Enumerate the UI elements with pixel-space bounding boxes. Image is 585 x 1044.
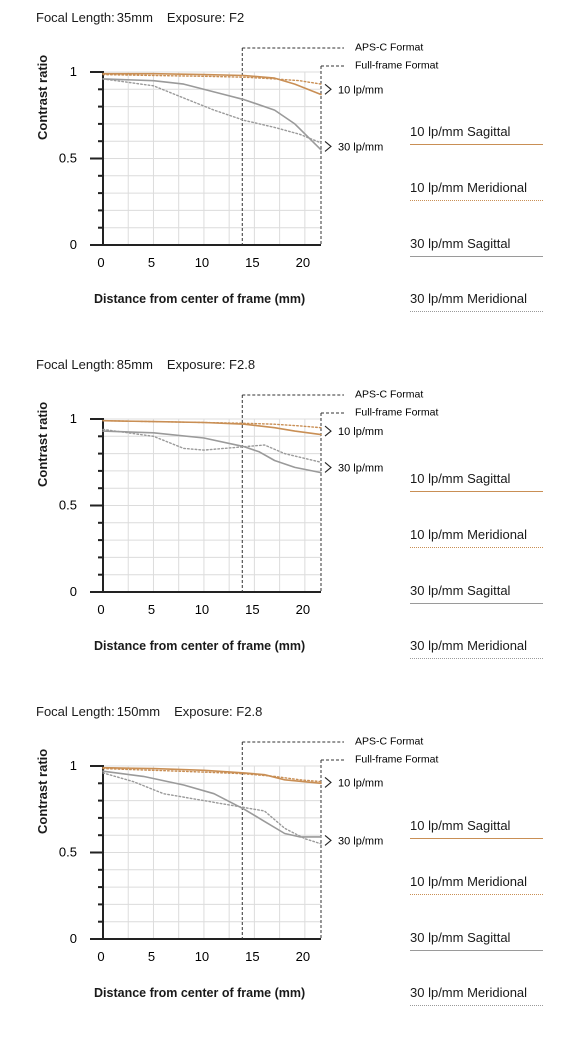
legend-swatch xyxy=(410,838,543,839)
series-line-30-lp-mm-meridional xyxy=(103,429,321,462)
legend-swatch xyxy=(410,603,543,604)
legend-item-10-sagittal xyxy=(410,124,543,145)
x-tick-label: 20 xyxy=(295,255,311,270)
x-tick-label: 0 xyxy=(97,949,105,964)
x-tick-label: 15 xyxy=(245,949,260,964)
focal-length-value: 35mm xyxy=(116,10,153,25)
series-line-30-lp-mm-meridional xyxy=(103,79,321,143)
focal-length-value: 150mm xyxy=(116,704,161,719)
format-marker-label: APS-C Format xyxy=(355,735,424,748)
format-marker-label: APS-C Format xyxy=(355,41,424,54)
x-axis-label: Distance from center of frame (mm) xyxy=(94,292,306,306)
plot-grid xyxy=(103,72,321,245)
legend-swatch xyxy=(410,144,543,145)
format-marker-label: Full-frame Format xyxy=(355,753,439,766)
y-axis-label: Contrast ratio xyxy=(35,401,50,487)
legend-swatch xyxy=(410,950,543,951)
legend-item-10-meridional xyxy=(410,180,543,201)
y-tick-label: 1 xyxy=(69,758,77,773)
x-tick-label: 15 xyxy=(245,602,260,617)
y-tick-label: 0 xyxy=(69,584,77,599)
legend-item-10-sagittal xyxy=(410,471,543,492)
legend-label: 30 lp/mm Sagittal xyxy=(410,236,511,251)
x-tick-label: 10 xyxy=(194,255,210,270)
legend-item-10-meridional xyxy=(410,527,543,548)
annotation-chevron-icon xyxy=(325,426,331,436)
legend-item-30-sagittal xyxy=(410,930,543,951)
legend-swatch xyxy=(410,547,543,548)
legend-item-10-sagittal xyxy=(410,818,543,839)
series-annotation-label: 30 lp/mm xyxy=(338,462,384,475)
legend-swatch xyxy=(410,256,543,257)
legend-label: 30 lp/mm Meridional xyxy=(410,291,528,306)
focal-length-label: Focal Length: xyxy=(36,704,115,719)
annotation-chevron-icon xyxy=(325,141,331,151)
x-axis-label: Distance from center of frame (mm) xyxy=(94,986,306,1000)
focal-length-label: Focal Length: xyxy=(36,10,115,25)
legend-item-30-sagittal xyxy=(410,236,543,257)
legend-swatch xyxy=(410,894,543,895)
x-tick-label: 20 xyxy=(295,949,311,964)
legend-label: 10 lp/mm Meridional xyxy=(410,874,528,889)
x-tick-label: 5 xyxy=(147,602,156,617)
legend-label: 30 lp/mm Meridional xyxy=(410,985,528,1000)
annotation-chevron-icon xyxy=(325,777,331,787)
annotation-chevron-icon xyxy=(325,462,331,472)
format-marker-label: Full-frame Format xyxy=(355,406,439,419)
series-annotation-label: 10 lp/mm xyxy=(338,426,384,439)
legend-item-10-meridional xyxy=(410,874,543,895)
x-tick-label: 20 xyxy=(295,602,311,617)
legend-label: 30 lp/mm Sagittal xyxy=(410,583,511,598)
legend-swatch xyxy=(410,311,543,312)
legend-label: 10 lp/mm Sagittal xyxy=(410,471,511,486)
legend-swatch xyxy=(410,200,543,201)
legend-swatch xyxy=(410,1005,543,1006)
annotation-chevron-icon xyxy=(325,84,331,94)
x-tick-label: 5 xyxy=(147,255,156,270)
series-annotation-label: 10 lp/mm xyxy=(338,777,384,790)
legend-swatch xyxy=(410,658,543,659)
series-annotation-label: 30 lp/mm xyxy=(338,141,384,154)
legend-label: 30 lp/mm Meridional xyxy=(410,638,528,653)
format-marker-label: Full-frame Format xyxy=(355,59,439,72)
x-tick-label: 0 xyxy=(97,602,105,617)
legend-label: 30 lp/mm Sagittal xyxy=(410,930,511,945)
x-tick-label: 0 xyxy=(97,255,105,270)
y-tick-label: 0.5 xyxy=(58,497,77,513)
legend-label: 10 lp/mm Meridional xyxy=(410,527,528,542)
format-marker-label: APS-C Format xyxy=(355,388,424,401)
legend-label: 10 lp/mm Sagittal xyxy=(410,818,511,833)
y-axis-label: Contrast ratio xyxy=(35,54,50,140)
focal-length-value: 85mm xyxy=(116,357,153,372)
exposure-label: Exposure: F2.8 xyxy=(174,704,263,719)
plot-grid xyxy=(103,766,321,939)
x-tick-label: 10 xyxy=(194,602,210,617)
x-tick-label: 5 xyxy=(147,949,156,964)
exposure-label: Exposure: F2.8 xyxy=(166,357,256,372)
series-annotation-label: 10 lp/mm xyxy=(338,84,384,97)
mtf-chart-panel xyxy=(0,704,585,1044)
y-tick-label: 0 xyxy=(69,237,77,252)
focal-length-label: Focal Length: xyxy=(36,357,115,372)
plot-grid xyxy=(103,419,321,592)
y-tick-label: 0.5 xyxy=(58,844,77,860)
x-axis-label: Distance from center of frame (mm) xyxy=(94,639,306,653)
series-line-30-lp-mm-sagittal xyxy=(103,431,321,473)
y-tick-label: 0.5 xyxy=(58,150,77,166)
legend-item-30-meridional xyxy=(410,638,543,659)
annotation-chevron-icon xyxy=(325,835,331,845)
legend-label: 10 lp/mm Sagittal xyxy=(410,124,511,139)
y-tick-label: 1 xyxy=(69,64,77,79)
x-tick-label: 10 xyxy=(194,949,210,964)
x-tick-label: 15 xyxy=(245,255,260,270)
series-line-30-lp-mm-sagittal xyxy=(103,771,321,837)
mtf-chart-panel xyxy=(0,10,585,350)
series-annotation-label: 30 lp/mm xyxy=(338,835,384,848)
y-tick-label: 1 xyxy=(69,411,77,426)
y-axis-label: Contrast ratio xyxy=(35,748,50,834)
legend-item-30-meridional xyxy=(410,291,543,312)
y-tick-label: 0 xyxy=(69,931,77,946)
mtf-chart-panel xyxy=(0,357,585,697)
legend-swatch xyxy=(410,491,543,492)
legend-item-30-sagittal xyxy=(410,583,543,604)
exposure-label: Exposure: F2 xyxy=(166,10,245,25)
legend-label: 10 lp/mm Meridional xyxy=(410,180,528,195)
legend-item-30-meridional xyxy=(410,985,543,1006)
